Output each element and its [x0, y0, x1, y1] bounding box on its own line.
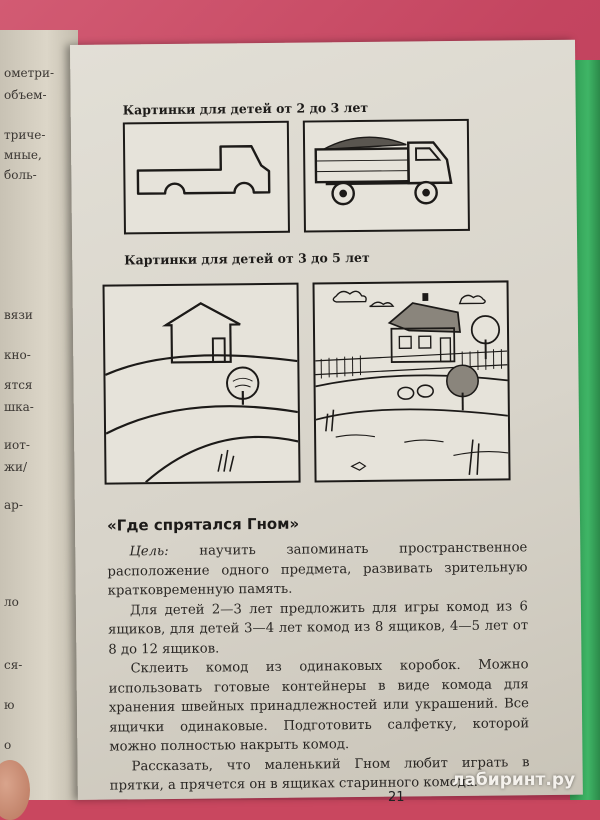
left-text-fragment: иот- — [4, 438, 30, 452]
paragraph: Для детей 2—3 лет предложить для игры комод из 6 ящиков, для детей 3—4 лет комод из 8 ящиков, 4—5 лет от 8 до 12 ящиков. — [108, 597, 529, 660]
watermark-logo: лабиринт.ру — [452, 770, 575, 790]
book-page — [70, 40, 583, 800]
section-title: «Где спрятался Гном» — [107, 515, 299, 535]
left-text-fragment: мные, — [4, 148, 42, 162]
left-text-fragment: о — [4, 738, 11, 752]
left-text-fragment: кно- — [4, 348, 31, 362]
left-text-fragment: ло — [4, 595, 19, 609]
village-scene-drawing — [315, 282, 509, 480]
left-text-fragment: ятся — [4, 378, 33, 392]
left-text-fragment: вязи — [4, 308, 33, 322]
left-text-fragment: боль- — [4, 168, 37, 182]
paragraph: Склеить комод из одинаковых коробок. Можно использовать готовые контейнеры в виде комода для хранения швейных принадлежностей или украшений. Все ящички одинаковые. Подготовить салфетку, которой можно полностью накрыть комод. — [108, 655, 529, 757]
left-text-fragment: триче- — [4, 128, 45, 142]
left-text-fragment: жи/ — [4, 460, 27, 474]
left-page — [0, 30, 78, 800]
truck-outline-drawing — [125, 123, 288, 233]
goal-text: научить запоминать пространственное расположение одного предмета, развивать зрительную кратковременную память. — [107, 540, 527, 598]
picture-village-detailed — [313, 280, 511, 482]
picture-truck-loaded — [303, 119, 470, 233]
left-text-fragment: ометри- — [4, 66, 54, 80]
body-text — [107, 538, 530, 796]
left-text-fragment: ся- — [4, 658, 22, 672]
goal-paragraph — [107, 538, 528, 601]
left-text-fragment: объем- — [4, 88, 47, 102]
goal-label: Цель: — [129, 544, 168, 559]
left-text-fragment: ар- — [4, 498, 23, 512]
page-number: 21 — [388, 790, 405, 805]
picture-truck-simple — [123, 121, 290, 235]
picture-house-simple — [103, 283, 301, 485]
caption-age-2-3: Картинки для детей от 2 до 3 лет — [123, 100, 369, 118]
left-text-fragment: ю — [4, 698, 14, 712]
left-text-fragment: шка- — [4, 400, 34, 414]
caption-age-3-5: Картинки для детей от 3 до 5 лет — [124, 250, 370, 268]
loaded-truck-drawing — [305, 121, 468, 231]
house-landscape-drawing — [105, 285, 299, 483]
paragraph: Рассказать, что маленький Гном любит играть в прятки, а прячется он в ящиках старинного комода. — [109, 753, 529, 796]
